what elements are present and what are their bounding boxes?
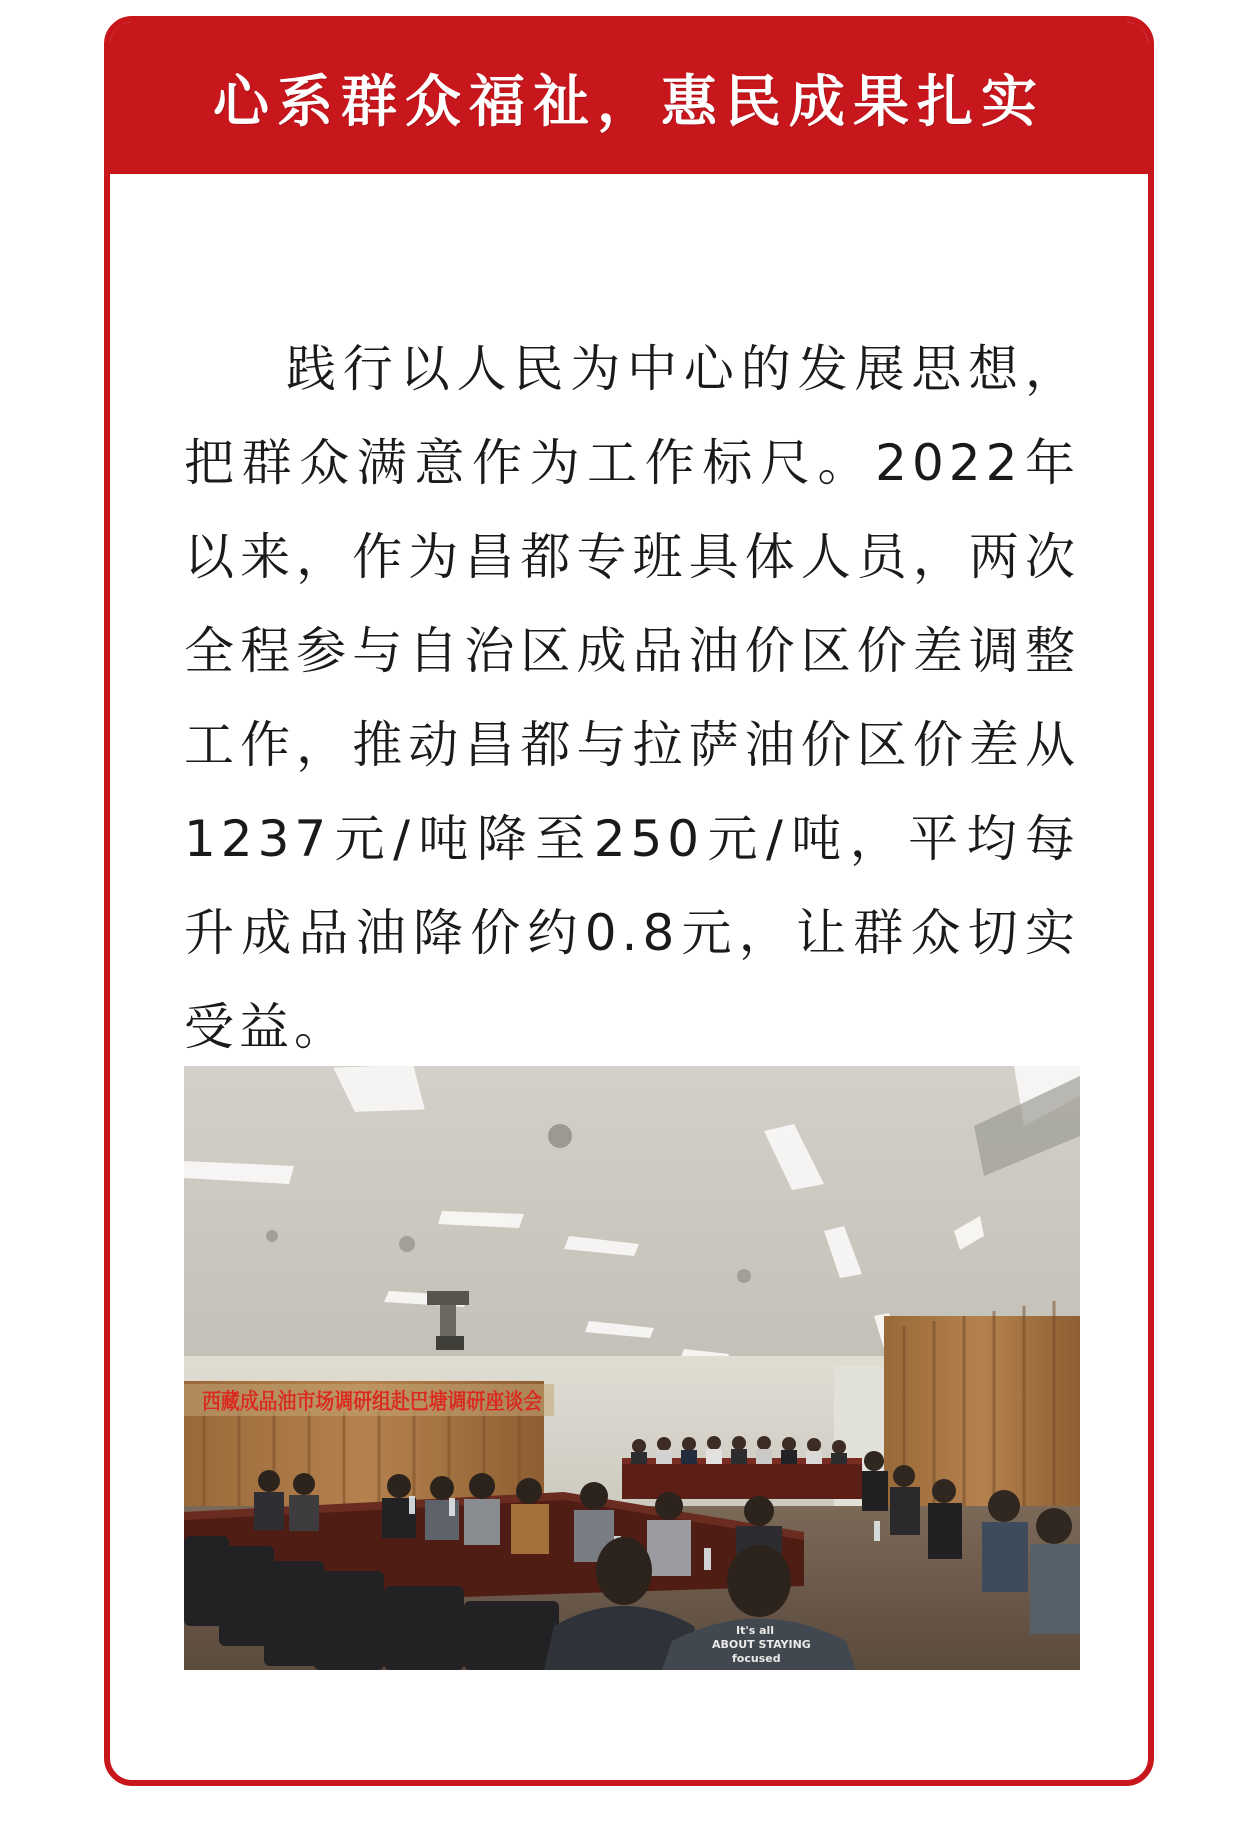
shirt-text-line3: focused bbox=[732, 1652, 781, 1665]
article-card bbox=[104, 16, 1154, 1786]
card-header bbox=[110, 22, 1148, 174]
shirt-text-line2: ABOUT STAYING bbox=[712, 1638, 811, 1651]
meeting-photo bbox=[184, 1066, 1080, 1670]
banner-text: 西藏成品油市场调研组赴巴塘调研座谈会 bbox=[202, 1389, 542, 1415]
shirt-text-line1: It's all bbox=[736, 1624, 775, 1637]
article-paragraph: 践行以人民为中心的发展思想，把群众满意作为工作标尺。2022年以来，作为昌都专班具体人员，两次全程参与自治区成品油价区价差调整工作，推动昌都与拉萨油价区价差从1237元/吨降至250元/吨，平均每升成品油降价约0.8元，让群众切实受益。 bbox=[184, 340, 1080, 1056]
article-body bbox=[184, 322, 1080, 1082]
card-title: 心系群众福祉，惠民成果扎实 bbox=[213, 70, 1045, 135]
meeting-photo-illustration bbox=[184, 1066, 1080, 1670]
